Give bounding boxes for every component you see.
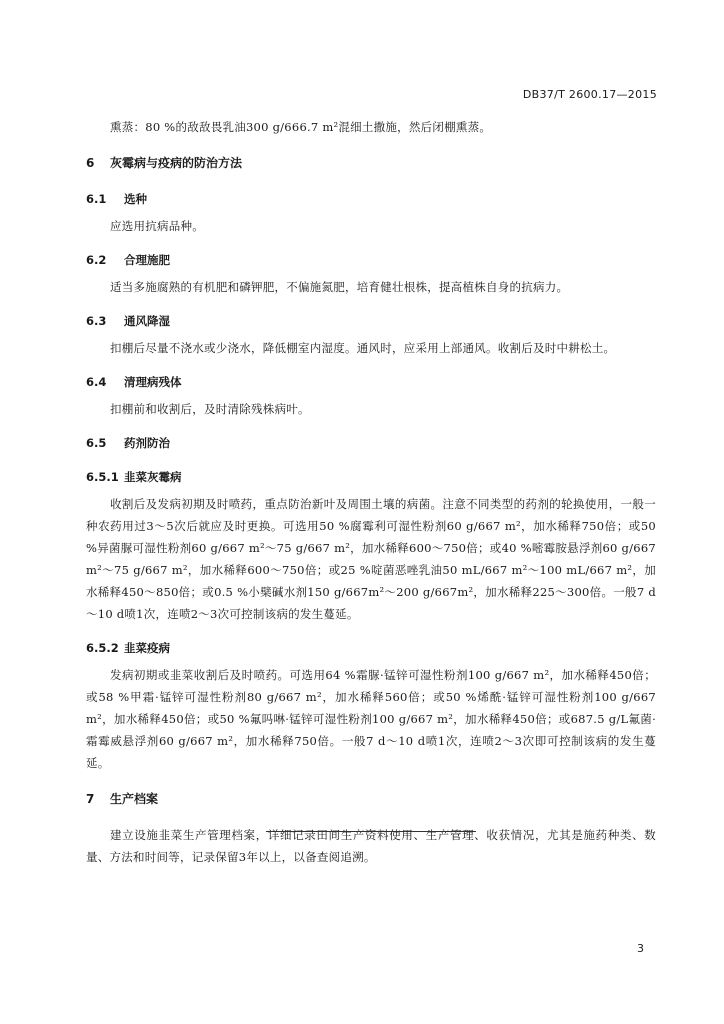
section-6-4-heading [86, 371, 656, 393]
section-number: 6.2 [86, 253, 107, 267]
section-title: 选种 [124, 192, 147, 206]
section-number: 6.5.2 [86, 641, 119, 655]
section-6-5-heading [86, 432, 656, 454]
section-title: 合理施肥 [124, 253, 170, 267]
standard-code: DB37/T 2600.17—2015 [522, 88, 657, 101]
section-7-heading [86, 788, 656, 810]
end-rule [266, 831, 476, 832]
section-number: 6.5 [86, 436, 107, 450]
section-6-5-1-text: 收割后及发病初期及时喷药，重点防治新叶及周围土壤的病菌。注意不同类型的药剂的轮换使用，一般一种农药用过3～5次后就应及时更换。可选用50 %腐霉利可湿性粉剂60 g/667 m²，加水稀释750倍；或50 %异菌脲可湿性粉剂60 g/667 m²～75 g/667 m²，加水稀释600～750倍；或40 %嘧霉胺悬浮剂60 g/667 m²～75 g/667 m²，加水稀释600～750倍；或25 %啶菌恶唑乳油50 mL/667 m²～100 mL/667 m²，加水稀释450～850倍；或0.5 %小檗碱水剂150 g/667m²～200 g/667m²，加水稀释225～300倍。一般7 d～10 d喷1次，连喷2～3次可控制该病的发生蔓延。 [86, 497, 656, 621]
section-7-text: 建立设施韭菜生产管理档案，详细记录田间生产资料使用、生产管理、收获情况，尤其是施药种类、数量、方法和时间等，记录保留3年以上，以备查阅追溯。 [86, 828, 656, 864]
section-number: 7 [86, 792, 95, 806]
page-body [86, 116, 656, 868]
section-6-3-heading [86, 310, 656, 332]
section-title: 药剂防治 [124, 436, 170, 450]
section-6-3-text: 扣棚后尽量不浇水或少浇水，降低棚室内湿度。通风时，应采用上部通风。收割后及时中耕松土。 [110, 341, 616, 355]
section-number: 6 [86, 156, 95, 170]
section-6-2-heading [86, 249, 656, 271]
section-title: 生产档案 [110, 792, 159, 806]
section-6-5-2-heading [86, 637, 656, 659]
page-number: 3 [637, 942, 644, 955]
section-6-heading [86, 152, 656, 174]
section-6-5-1-heading [86, 466, 656, 488]
section-title: 灰霉病与疫病的防治方法 [110, 156, 243, 170]
section-number: 6.1 [86, 192, 107, 206]
section-title: 通风降湿 [124, 314, 170, 328]
section-6-5-2-text: 发病初期或韭菜收割后及时喷药。可选用64 %霜脲·锰锌可湿性粉剂100 g/667 m²，加水稀释450倍；或58 %甲霜·锰锌可湿性粉剂80 g/667 m²，加水稀释560倍；或50 %烯酰·锰锌可湿性粉剂100 g/667 m²，加水稀释450倍；或50 %氟吗啉·锰锌可湿性粉剂100 g/667 m²，加水稀释450倍；或687.5 g/L氟菌·霜霉威悬浮剂60 g/667 m²，加水稀释750倍。一般7 d～10 d喷1次，连喷2～3次即可控制该病的发生蔓延。 [86, 668, 656, 770]
section-title: 韭菜疫病 [124, 641, 170, 655]
section-number: 6.5.1 [86, 470, 119, 484]
section-6-1-heading [86, 188, 656, 210]
section-6-1-text: 应选用抗病品种。 [110, 219, 204, 233]
section-number: 6.4 [86, 375, 107, 389]
section-title: 韭菜灰霉病 [124, 470, 182, 484]
section-6-2-text: 适当多施腐熟的有机肥和磷钾肥，不偏施氮肥，培育健壮根株，提高植株自身的抗病力。 [110, 280, 569, 294]
section-number: 6.3 [86, 314, 107, 328]
section-6-4-text: 扣棚前和收割后，及时清除残株病叶。 [110, 402, 310, 416]
intro-paragraph: 熏蒸：80 %的敌敌畏乳油300 g/666.7 m²混细土撒施，然后闭棚熏蒸。 [110, 120, 492, 134]
section-title: 清理病残体 [124, 375, 182, 389]
